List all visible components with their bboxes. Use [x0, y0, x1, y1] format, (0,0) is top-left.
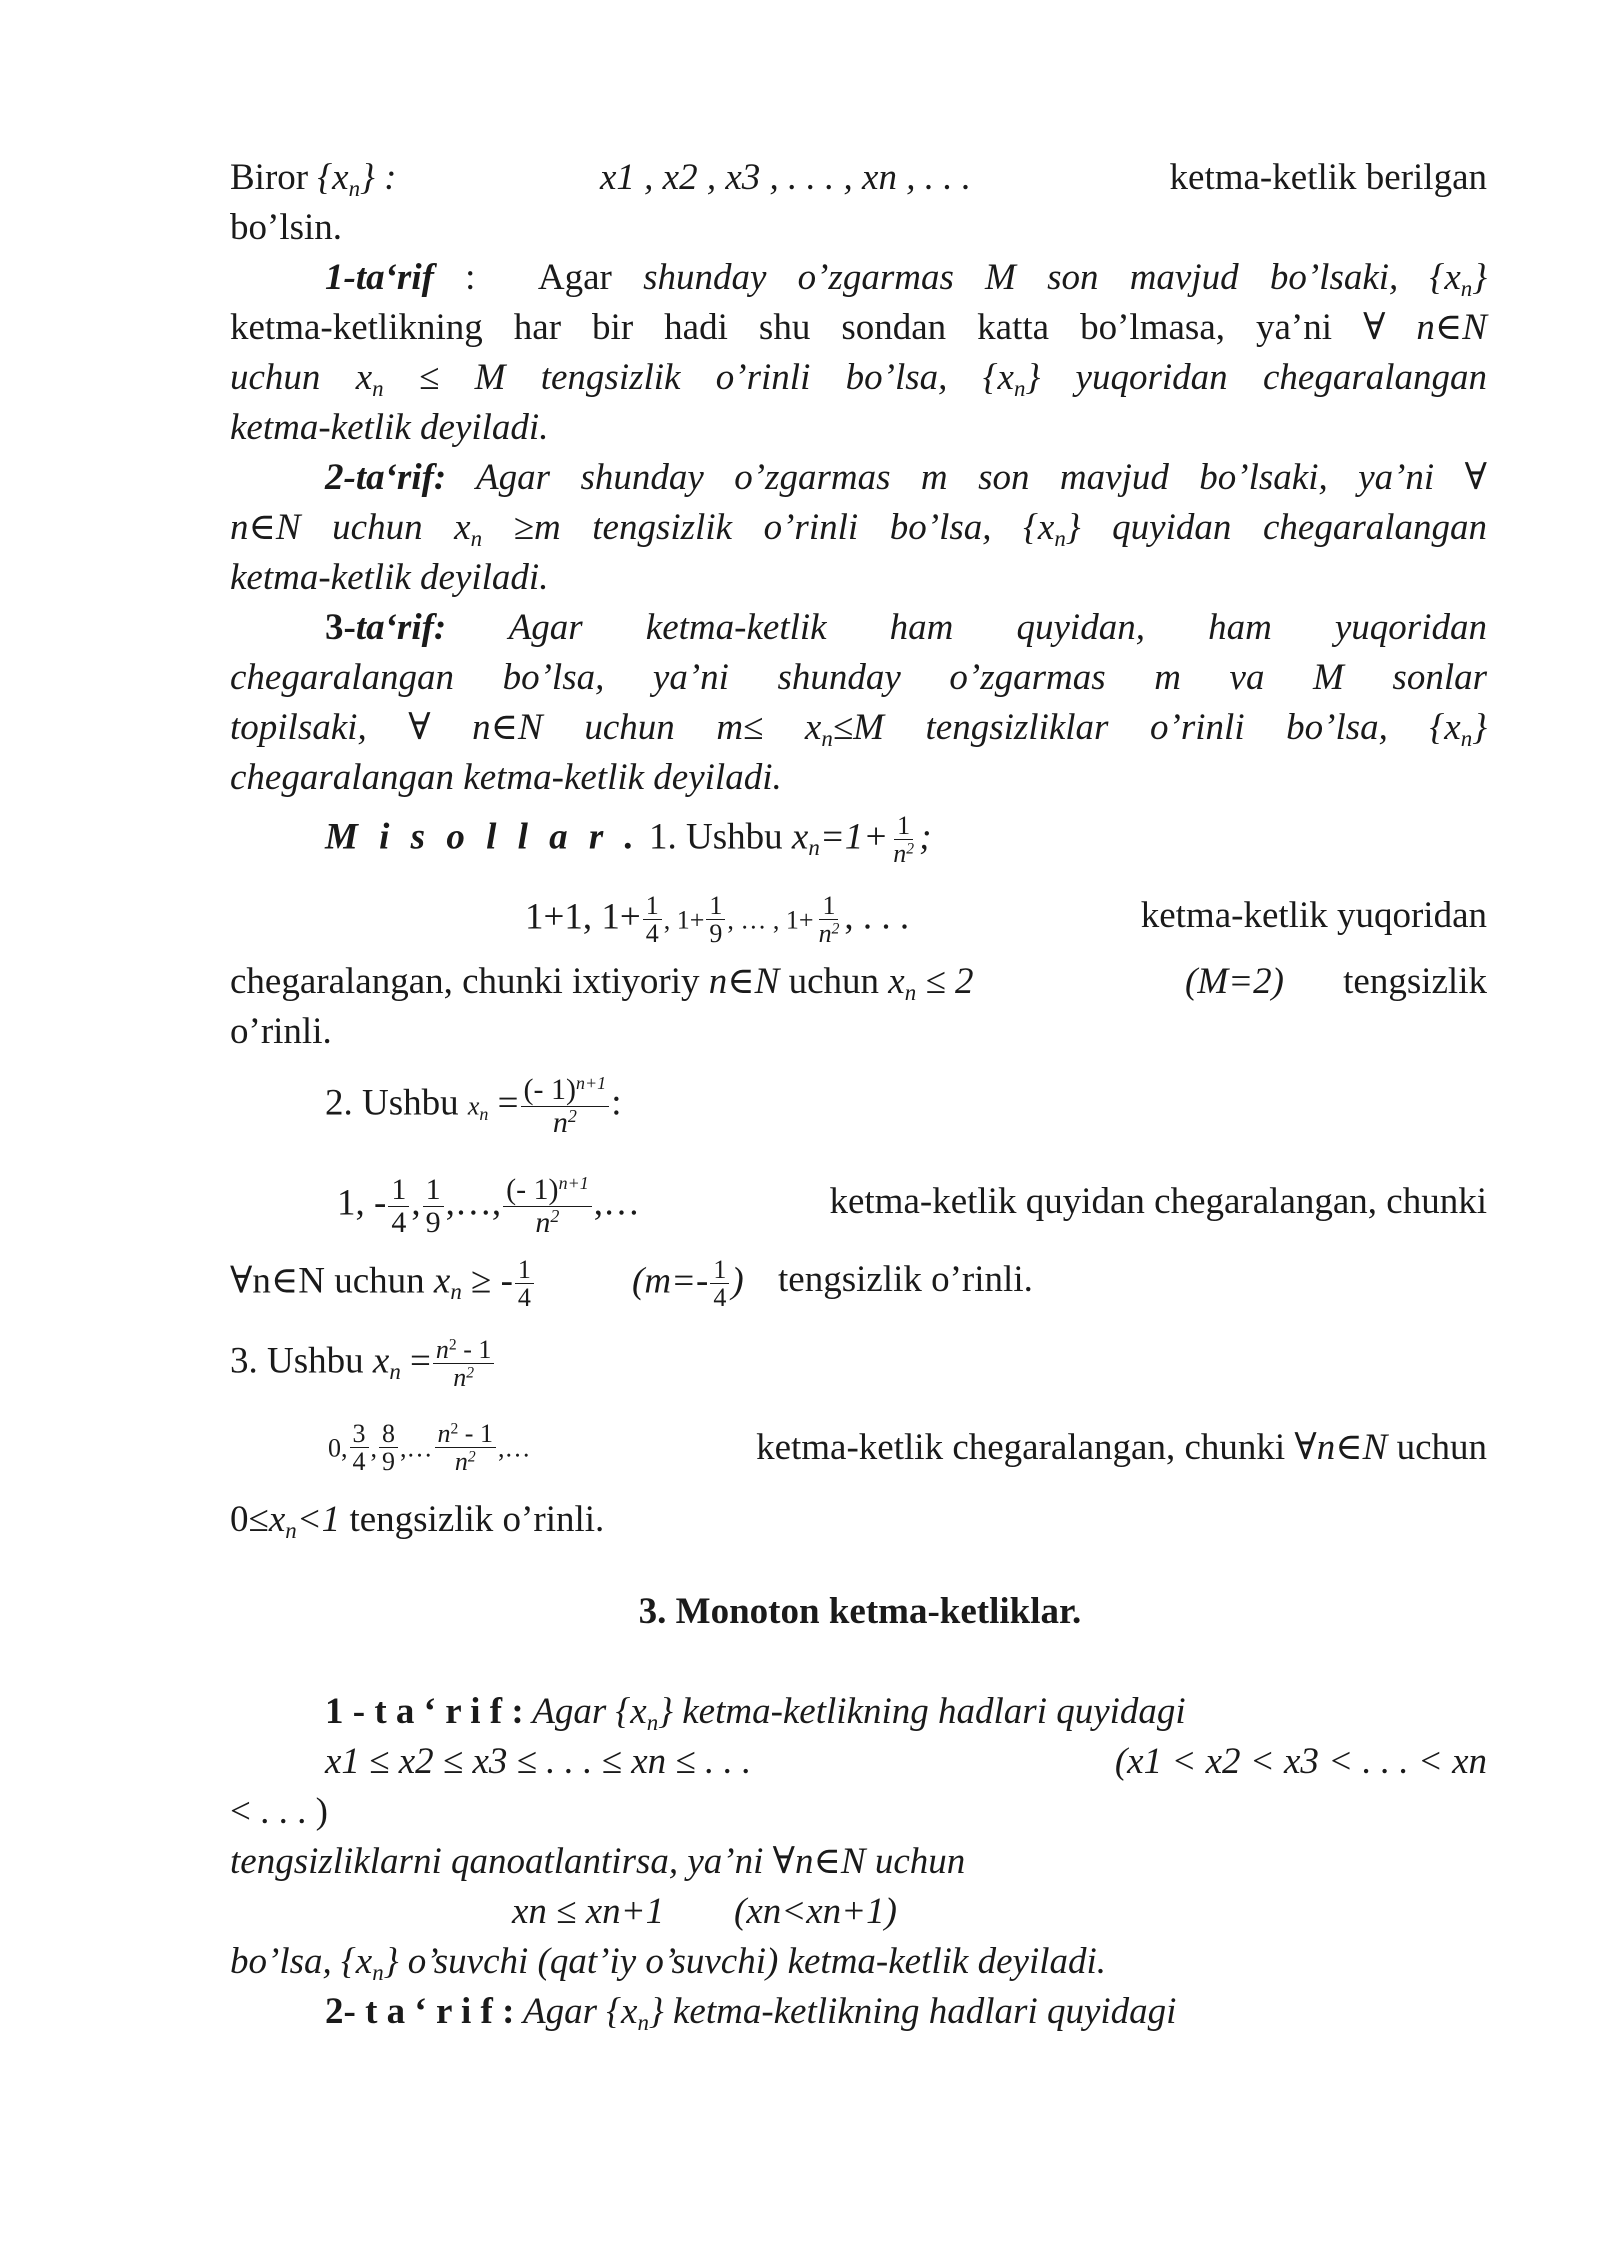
- mono1-line-6: bo’lsa, $\{x_n\}$ o’suvchi (qat’iy o’suvchi) ketma-ketlik deyiladi.: [230, 1941, 1107, 1985]
- ex1-line-4: o’rinli.: [230, 1011, 332, 1052]
- fraction-1-over-4: $\frac{1}{4}$: [643, 892, 662, 948]
- def1-line-3: uchun $x_n \le M$ tengsizlik o’rinli bo’lsa, $\{x_n\}$ yuqoridan chegaralangan: [230, 357, 1487, 401]
- ex3-line-1: 3. Ushbu $x_n$ = $\frac{n^2 - 1}{n^2}$: [230, 1336, 1487, 1392]
- examples-line-1: M i s o l l a r . 1. Ushbu $x_n=1+$ $\frac{1}{n^2}$ ;: [325, 811, 932, 869]
- fraction-general-term-3: $\frac{n^2 - 1}{n^2}$: [435, 1420, 496, 1476]
- def2-line-3: ketma-ketlik deyiladi.: [230, 557, 549, 598]
- fraction-n2-minus-1-over-n2: $\frac{n^2 - 1}{n^2}$: [433, 1336, 494, 1392]
- ex3-sequence-line: 0, $\frac{3}{4}$ , $\frac{8}{9}$ ,… $\frac{n^2 - 1}{n^2}$ ,… ketma-ketlik chegaralangan, chunki ∀n∈N uchun: [328, 1419, 1487, 1477]
- def2-line-2: n∈N uchun $x_n \ge m$ tengsizlik o’rinli bo’lsa, $\{x_n\}$ quyidan chegaralangan: [230, 507, 1487, 551]
- mono1-label: 1 - t a ‘ r i f :: [325, 1691, 524, 1732]
- intro-line-1: [230, 154, 1487, 202]
- def2-label: 2-ta‘rif:: [325, 457, 447, 498]
- mono2-line-1: 2- t a ‘ r i f : Agar $\{x_n\}$ ketma-ketlikning hadlari quyidagi: [325, 1991, 1177, 2035]
- ex1-line-3: chegaralangan, chunki ixtiyoriy n∈N uchun $x_n \le 2$ (M=2) tengsizlik: [230, 961, 1487, 1005]
- ex2-sequence-line: 1, - $\frac{1}{4}$ , $\frac{1}{9}$ ,…, $\frac{(- 1)^{n+1}}{n^2}$ ,… ketma-ketlik quyidan chegaralangan, chunki: [337, 1173, 1487, 1239]
- fraction-neg1-power-over-n2: $\frac{(- 1)^{n+1}}{n^2}$: [521, 1074, 610, 1138]
- fraction-1-over-9-b: $\frac{1}{9}$: [423, 1174, 444, 1238]
- intro-line-2: bo’lsin.: [230, 207, 343, 248]
- ex2-line-3: ∀n∈N uchun $x_n$ ≥ - $\frac{1}{4}$ (m=- $\frac{1}{4}$ ) tengsizlik o’rinli.: [230, 1255, 1033, 1313]
- sequence-notation: $\{x_n\}$ :: [317, 157, 397, 201]
- def3-label: ta‘rif:: [355, 607, 447, 648]
- def1-line-1: 1-ta‘rif : Agar shunday o’zgarmas M son mavjud bo’lsaki, $\{x_n\}$: [325, 257, 1488, 301]
- ex3-line-3: $0\le x_n<1$ tengsizlik o’rinli.: [230, 1499, 605, 1543]
- fraction-1-over-9: $\frac{1}{9}$: [706, 892, 725, 948]
- fraction-1-over-n2-b: $\frac{1}{n^2}$: [818, 891, 840, 949]
- sequence-terms: x1 , x2 , x3 , . . . , xn , . . .: [600, 157, 971, 198]
- intro-text: Biror: [230, 157, 318, 198]
- mono1-line-3: < . . . ): [230, 1791, 328, 1832]
- mono1-line-2: x1 ≤ x2 ≤ x3 ≤ . . . ≤ xn ≤ . . . (x1 < x2 < x3 < . . . < xn: [325, 1741, 1487, 1782]
- def3-line-2: chegaralangan bo’lsa, ya’ni shunday o’zgarmas m va M sonlar: [230, 657, 1487, 698]
- ex2-line-1: 2. Ushbu $x_n$ = $\frac{(- 1)^{n+1}}{n^2}$ :: [325, 1073, 622, 1139]
- mono1-line-1: 1 - t a ‘ r i f : Agar $\{x_n\}$ ketma-ketlikning hadlari quyidagi: [325, 1691, 1186, 1735]
- intro-tail: ketma-ketlik berilgan: [1169, 157, 1487, 198]
- fraction-1-over-4-b: $\frac{1}{4}$: [388, 1174, 409, 1238]
- def1-label: 1-ta‘rif: [325, 257, 434, 298]
- def1-line-4: ketma-ketlik deyiladi.: [230, 407, 549, 448]
- mono2-label: 2- t a ‘ r i f :: [325, 1991, 515, 2032]
- def3-line-4: chegaralangan ketma-ketlik deyiladi.: [230, 757, 782, 798]
- fraction-3-over-4: $\frac{3}{4}$: [350, 1420, 369, 1476]
- mono1-line-5: xn ≤ xn+1 (xn<xn+1): [512, 1891, 897, 1932]
- fraction-general-term-2: $\frac{(- 1)^{n+1}}{n^2}$: [503, 1174, 592, 1238]
- def2-line-1: 2-ta‘rif: Agar shunday o’zgarmas m son mavjud bo’lsaki, ya’ni ∀: [325, 457, 1487, 498]
- def1-line-2: ketma-ketlikning har bir hadi shu sondan katta bo’lmasa, ya’ni ∀ n∈N: [230, 307, 1487, 348]
- fraction-8-over-9: $\frac{8}{9}$: [379, 1420, 398, 1476]
- fraction-1-over-n2: $\frac{1}{n^2}$: [893, 811, 915, 869]
- section-title: 3. Monoton ketma-ketliklar.: [638, 1591, 1082, 1632]
- ex1-sequence-line: 1+1, 1+ $\frac{1}{4}$ , 1+ $\frac{1}{9}$ , … , 1+ $\frac{1}{n^2}$ , . . . ketma-ketlik yuqoridan: [525, 891, 1487, 949]
- def3-line-3: topilsaki, ∀ n∈N uchun $m\le x_n\le M$ tengsizliklar o’rinli bo’lsa, $\{x_n\}$: [230, 707, 1487, 751]
- def3-line-1: 3-ta‘rif: Agar ketma-ketlik ham quyidan, ham yuqoridan: [325, 607, 1487, 648]
- fraction-1-over-4-c: $\frac{1}{4}$: [515, 1256, 534, 1312]
- mono1-line-4: tengsizliklarni qanoatlantirsa, ya’ni ∀n∈N uchun: [230, 1841, 966, 1882]
- m-value: (m=- $\frac{1}{4}$ ): [632, 1255, 744, 1313]
- examples-heading: M i s o l l a r .: [325, 816, 640, 858]
